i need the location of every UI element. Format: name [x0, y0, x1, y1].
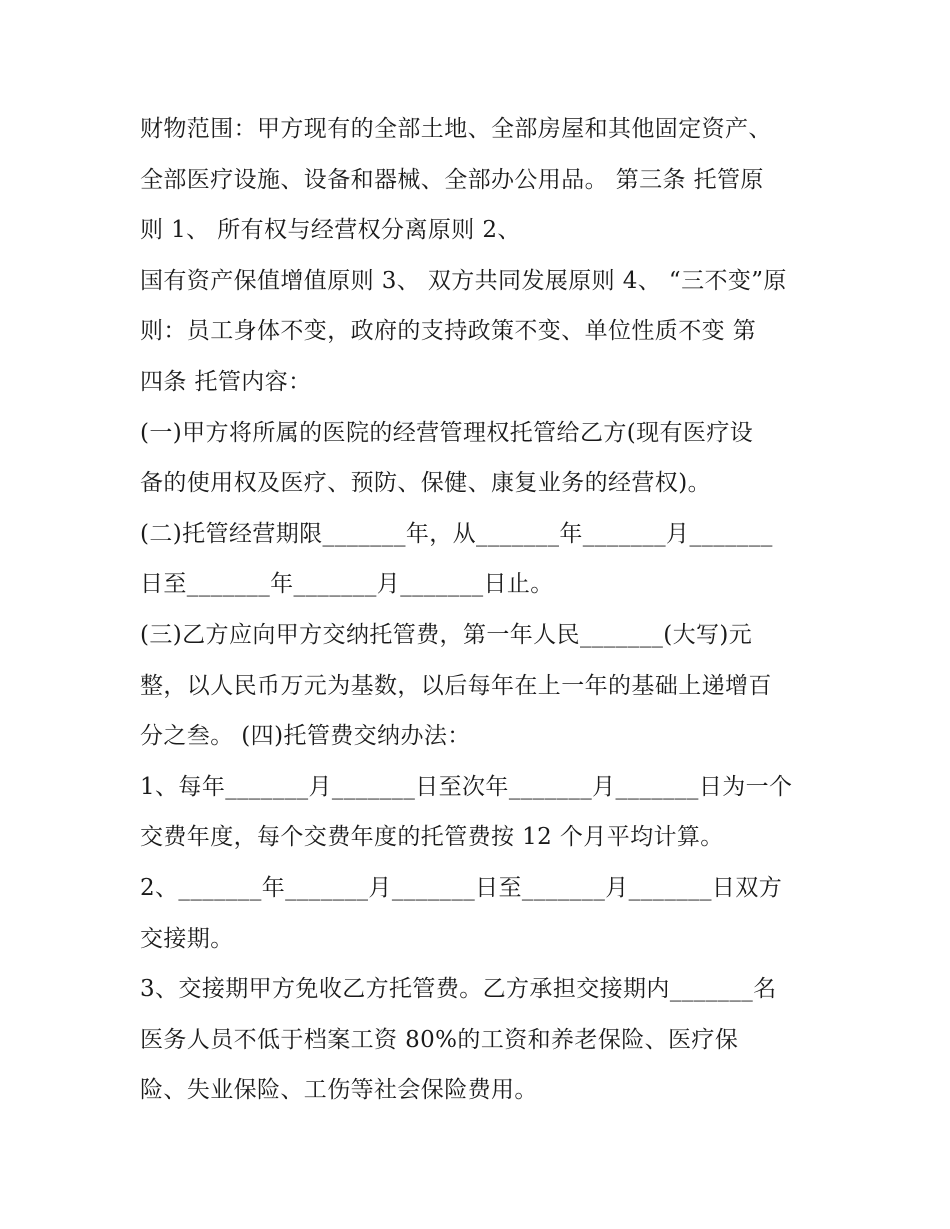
text-line: 则：员工身体不变，政府的支持政策不变、单位性质不变 第: [140, 318, 757, 345]
text-line: 国有资产保值增值原则 3、 双方共同发展原则 4、 “三不变”原: [140, 267, 787, 294]
text-line: 2、_______年_______月_______日至_______月_______日双方: [140, 874, 783, 901]
text-line: 交接期。: [140, 925, 234, 952]
text-line: 全部医疗设施、设备和器械、全部办公用品。 第三条 托管原: [140, 166, 764, 193]
text-line: 交费年度，每个交费年度的托管费按 12 个月平均计算。: [140, 824, 724, 851]
text-line: 分之叁。 (四)托管费交纳办法：: [140, 723, 471, 750]
text-line: 财物范围：甲方现有的全部土地、全部房屋和其他固定资产、: [140, 116, 772, 142]
text-line: (三)乙方应向甲方交纳托管费，第一年人民_______(大写)元: [140, 621, 753, 648]
text-line: 则 1、 所有权与经营权分离原则 2、: [140, 217, 521, 244]
text-line: 备的使用权及医疗、预防、保健、康复业务的经营权)。: [140, 470, 711, 497]
text-line: 1、每年_______月_______日至次年_______月_______日为一个: [140, 773, 793, 800]
document-body: [140, 104, 820, 1116]
text-line: (二)托管经营期限_______年，从_______年_______月_______: [140, 520, 773, 547]
text-line: 3、交接期甲方免收乙方托管费。乙方承担交接期内_______名: [140, 976, 777, 1003]
text-line: 整，以人民币万元为基数，以后每年在上一年的基础上递增百: [140, 672, 772, 699]
text-line: 日至_______年_______月_______日止。: [140, 571, 554, 598]
text-line: 险、失业保险、工伤等社会保险费用。: [140, 1077, 538, 1104]
text-line: 医务人员不低于档案工资 80%的工资和养老保险、医疗保: [140, 1026, 739, 1053]
text-line: 四条 托管内容：: [140, 368, 312, 395]
text-line: (一)甲方将所属的医院的经营管理权托管给乙方(现有医疗设: [140, 419, 754, 446]
